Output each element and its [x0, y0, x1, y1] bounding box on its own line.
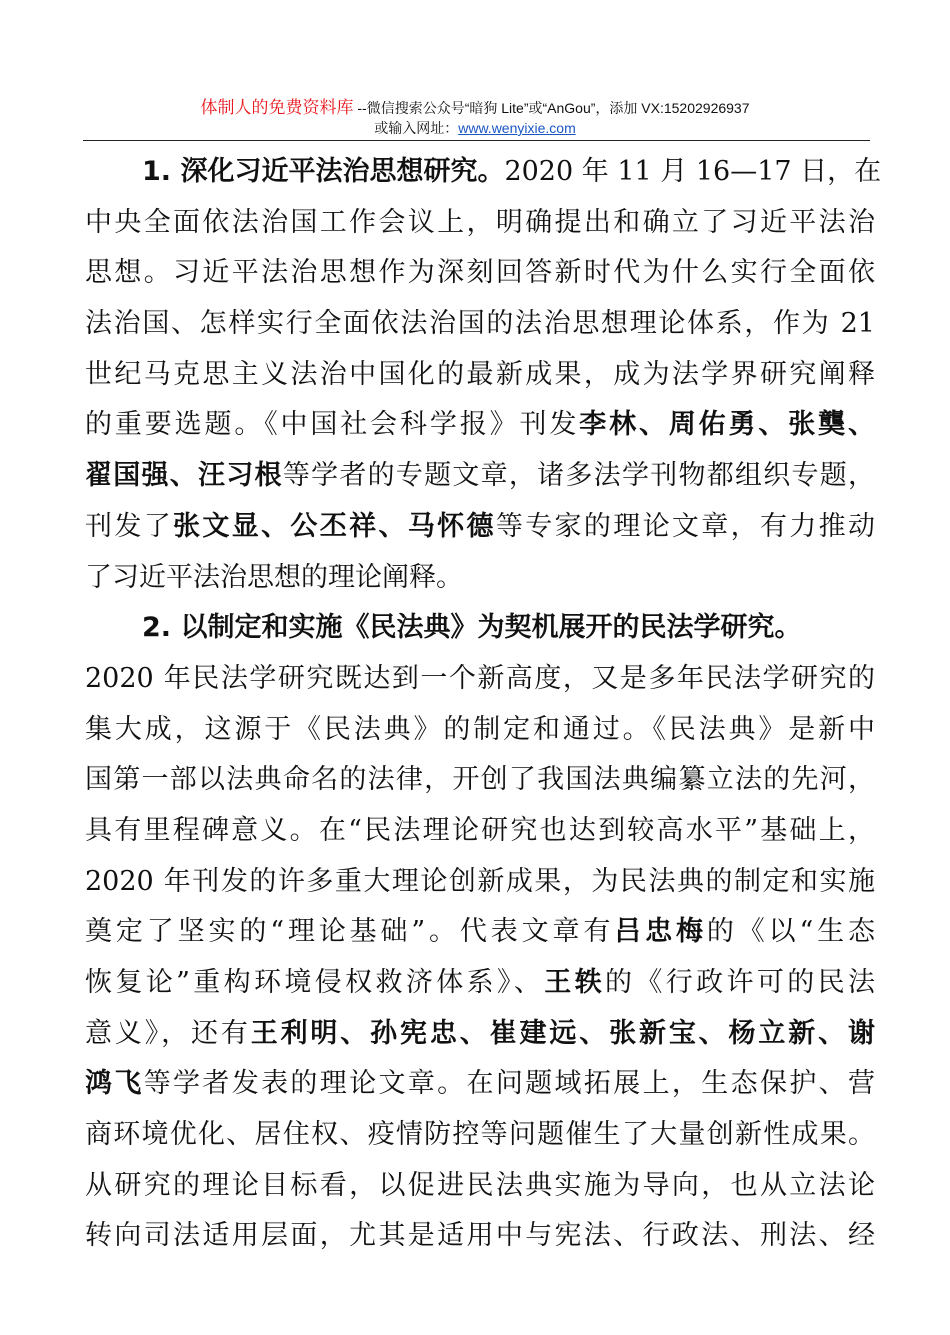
bold-text: 李林、周佑勇、张龑、	[579, 409, 876, 441]
text-line	[85, 350, 875, 401]
text-segment: 的重要选题。《中国社会科学报》刊发	[85, 409, 580, 441]
text-segment: 的《以“生态	[706, 916, 876, 948]
text-segment: 商环境优化、居住权、疫情防控等问题催生了大量创新性成果。	[85, 1119, 875, 1151]
text-line	[85, 502, 875, 553]
header-divider	[83, 140, 870, 141]
bold-text: 2. 以制定和实施《民法典》为契机展开的民法学研究。	[142, 612, 802, 644]
url-prefix: 或输入网址：	[374, 120, 459, 136]
text-segment: 中央全面依法治国工作会议上，明确提出和确立了习近平法治	[85, 206, 875, 238]
text-line	[85, 1009, 875, 1060]
text-segment: 思想。习近平法治思想作为深刻回答新时代为什么实行全面依	[85, 257, 875, 289]
text-segment: 意义》，还有	[85, 1017, 251, 1049]
text-line	[85, 907, 875, 958]
bold-text: 张文显、公丕祥、马怀德	[173, 510, 496, 542]
text-line	[85, 806, 875, 857]
text-segment: 了习近平法治思想的理论阐释。	[85, 561, 463, 593]
text-segment: 转向司法适用层面，尤其是适用中与宪法、行政法、刑法、经	[85, 1220, 875, 1252]
text-segment: 2020 年民法学研究既达到一个新高度，又是多年民法学研究的	[85, 662, 875, 694]
text-segment: 从研究的理论目标看，以促进民法典实施为导向，也从立法论	[85, 1169, 875, 1201]
bold-text: 王轶	[544, 967, 606, 998]
text-segment: 2020 年 11 月 16—17 日，在	[504, 156, 882, 187]
text-segment: 世纪马克思主义法治中国化的最新成果，成为法学界研究阐释	[85, 358, 875, 390]
text-segment: 恢复论”重构环境侵权救济体系》、	[85, 967, 545, 998]
bold-text: 吕忠梅	[614, 916, 707, 948]
text-segment: 等学者发表的理论文章。在问题域拓展上，生态保护、营	[143, 1068, 876, 1100]
text-segment: 等学者的专题文章，诸多法学刊物都组织专题，	[282, 460, 876, 492]
text-segment: 法治国、怎样实行全面依法治国的法治思想理论体系，作为 21	[85, 308, 875, 340]
text-segment: 等专家的理论文章，有力推动	[495, 510, 876, 542]
text-segment: 刊发了	[85, 510, 174, 542]
text-line	[85, 654, 875, 705]
bold-text: 翟国强、汪习根	[85, 460, 283, 492]
bold-text: 鸿飞	[85, 1068, 144, 1100]
bold-text: 王利明、孙宪忠、崔建远、张新宝、杨立新、谢	[250, 1017, 876, 1049]
watermark-header	[0, 97, 950, 118]
text-line	[85, 1110, 875, 1161]
text-line	[85, 1161, 875, 1212]
brand-text: 体制人的免费资料库	[200, 98, 354, 117]
text-line	[85, 248, 875, 299]
text-line	[85, 400, 875, 451]
text-segment: 集大成，这源于《民法典》的制定和通过。《民法典》是新中	[85, 713, 875, 745]
document-body	[85, 147, 882, 1262]
text-line	[85, 299, 875, 350]
text-line	[85, 147, 882, 198]
text-line	[85, 755, 875, 806]
text-segment: 的《行政许可的民法	[605, 967, 875, 998]
text-line	[85, 705, 875, 756]
text-segment: 国第一部以法典命名的法律，开创了我国法典编纂立法的先河，	[85, 764, 875, 796]
text-line	[85, 1211, 875, 1262]
text-line	[85, 553, 875, 604]
text-line	[85, 603, 875, 654]
text-line	[85, 857, 875, 908]
text-segment: 具有里程碑意义。在“民法理论研究也达到较高水平”基础上，	[85, 814, 875, 846]
text-line	[85, 958, 875, 1009]
text-line	[85, 1059, 875, 1110]
text-line	[85, 198, 875, 249]
text-segment: 2020 年刊发的许多重大理论创新成果，为民法典的制定和实施	[85, 865, 875, 897]
bold-text: 1. 深化习近平法治思想研究。	[142, 156, 505, 187]
url-line	[0, 119, 950, 138]
website-link[interactable]: www.wenyixie.com	[458, 120, 576, 136]
text-line	[85, 451, 875, 502]
text-segment: 奠定了坚实的“理论基础”。代表文章有	[85, 916, 615, 948]
promo-text: --微信搜索公众号“暗狗 Lite”或“AnGou”，添加 VX:15202926937	[353, 100, 750, 116]
